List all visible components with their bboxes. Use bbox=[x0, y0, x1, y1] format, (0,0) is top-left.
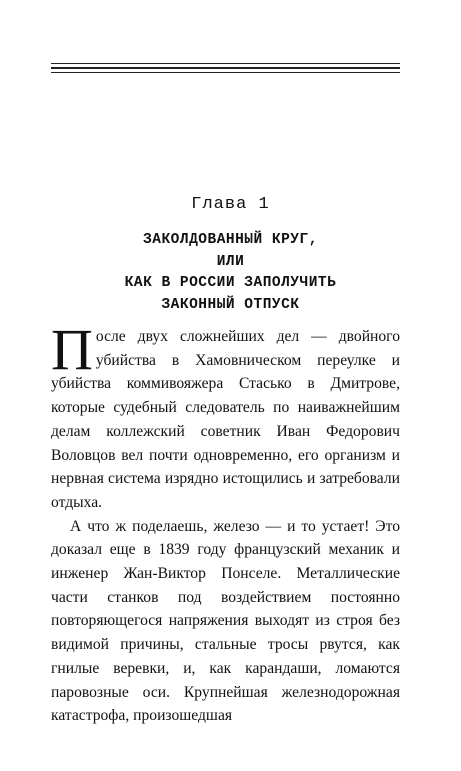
header-rule bbox=[51, 67, 400, 69]
chapter-body bbox=[51, 317, 400, 728]
chapter-title-line: ИЛИ bbox=[216, 253, 245, 270]
header-rule bbox=[51, 63, 400, 64]
chapter-number: Глава 1 bbox=[191, 195, 270, 214]
header-rule bbox=[51, 72, 400, 73]
paragraph bbox=[51, 317, 400, 515]
chapter-title-line: ЗАКОННЫЙ ОТПУСК bbox=[161, 296, 300, 313]
chapter-title-line: ЗАКОЛДОВАННЫЙ КРУГ, bbox=[143, 232, 318, 248]
header-rules bbox=[51, 63, 400, 76]
paragraph: А что ж поделаешь, железо — и то устает! Это доказал еще в 1839 году французский механик и инженер Жан-Виктор Понселе. Металлические части станков под воздействием постоянно повторяющегося напряжения выходят из строя без видимой причины, стальные тросы рвутся, как гнилые веревки, и, как карандаши, ломаются паровозные оси. Крупнейшая железнодорожная катастрофа, произошедшая bbox=[51, 517, 400, 725]
chapter-title bbox=[0, 230, 461, 316]
paragraph-text: осле двух сложнейших дел — двойного убийства в Хамовническом переулке и убийства коммивояжера Стасько в Дмитрове, которые судебный следователь по наиважнейшим делам коллежский советник Иван Федорович Воловцов вел почти одновременно, его организм и нервная система изрядно истощились и затребовали отдыха. bbox=[51, 328, 400, 511]
drop-cap: П bbox=[51, 317, 93, 382]
chapter-title-line: КАК В РОССИИ ЗАПОЛУЧИТЬ bbox=[124, 275, 337, 291]
